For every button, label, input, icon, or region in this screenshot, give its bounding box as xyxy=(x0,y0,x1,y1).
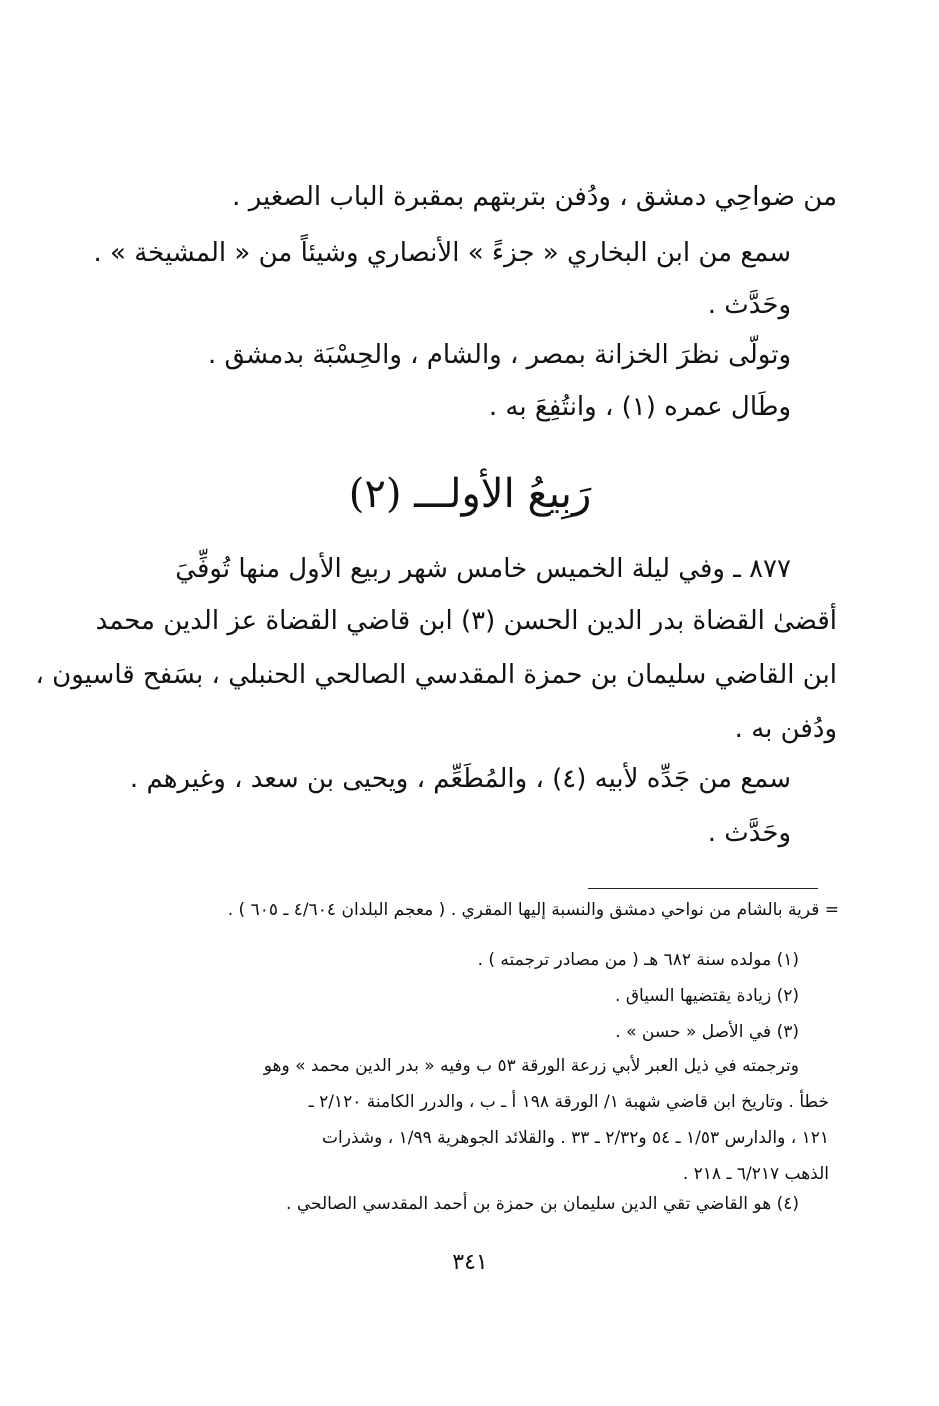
footnote-line: وترجمته في ذيل العبر لأبي زرعة الورقة ٥٣ ب وفيه « بدر الدين محمد » وهو xyxy=(263,1056,799,1076)
text-line: سمع من جَدِّه لأبيه (٤) ، والمُطَعِّم ، ويحيى بن سعد ، وغيرهم . xyxy=(129,764,791,794)
footnote-2: (٢) زيادة يقتضيها السياق . xyxy=(615,986,799,1006)
footnote-line: الذهب ٦/٢١٧ ـ ٢١٨ . xyxy=(682,1164,829,1184)
footnote-line: خطأ . وتاريخ ابن قاضي شهبة ١/ الورقة ١٩٨ أ ـ ب ، والدرر الكامنة ٢/١٢٠ ـ xyxy=(308,1092,829,1112)
text-line: أقضىٰ القضاة بدر الدين الحسن (٣) ابن قاضي القضاة عز الدين محمد xyxy=(95,606,837,636)
footnote-line: ١٢١ ، والدارس ١/٥٣ ـ ٥٤ و٢/٣٢ ـ ٣٣ . والقلائد الجوهرية ١/٩٩ ، وشذرات xyxy=(322,1128,829,1148)
text-line: وحَدَّث . xyxy=(707,818,791,848)
footnote-3: (٣) في الأصل « حسن » . xyxy=(615,1022,799,1042)
text-line: ودُفن به . xyxy=(734,714,837,744)
text-line: من ضواحِي دمشق ، ودُفن بتربتهم بمقبرة الباب الصغير . xyxy=(232,182,837,212)
footnote-divider xyxy=(588,888,818,889)
footnote-line: = قرية بالشام من نواحي دمشق والنسبة إليها المقري . ( معجم البلدان ٤/٦٠٤ ـ ٦٠٥ ) . xyxy=(227,900,839,920)
text-line: وطَال عمره (١) ، وانتُفِعَ به . xyxy=(488,392,791,422)
text-line: ابن القاضي سليمان بن حمزة المقدسي الصالحي الحنبلي ، بسَفح قاسيون ، xyxy=(35,660,837,690)
text-line: وتولّى نظرَ الخزانة بمصر ، والشام ، والحِسْبَة بدمشق . xyxy=(207,340,791,370)
footnote-4: (٤) هو القاضي تقي الدين سليمان بن حمزة بن أحمد المقدسي الصالحي . xyxy=(286,1194,799,1214)
page-number: ٣٤١ xyxy=(452,1250,488,1275)
text-line: وحَدَّث . xyxy=(707,290,791,320)
section-title: رَبِيعُ الأولـــ (٢) xyxy=(348,471,592,517)
text-line: سمع من ابن البخاري « جزءً » الأنصاري وشيئاً من « المشيخة » . xyxy=(93,238,791,268)
footnote-1: (١) مولده سنة ٦٨٢ هـ ( من مصادر ترجمته ) . xyxy=(477,950,799,970)
text-line: ٨٧٧ ـ وفي ليلة الخميس خامس شهر ربيع الأول منها تُوفِّيَ xyxy=(175,554,791,584)
